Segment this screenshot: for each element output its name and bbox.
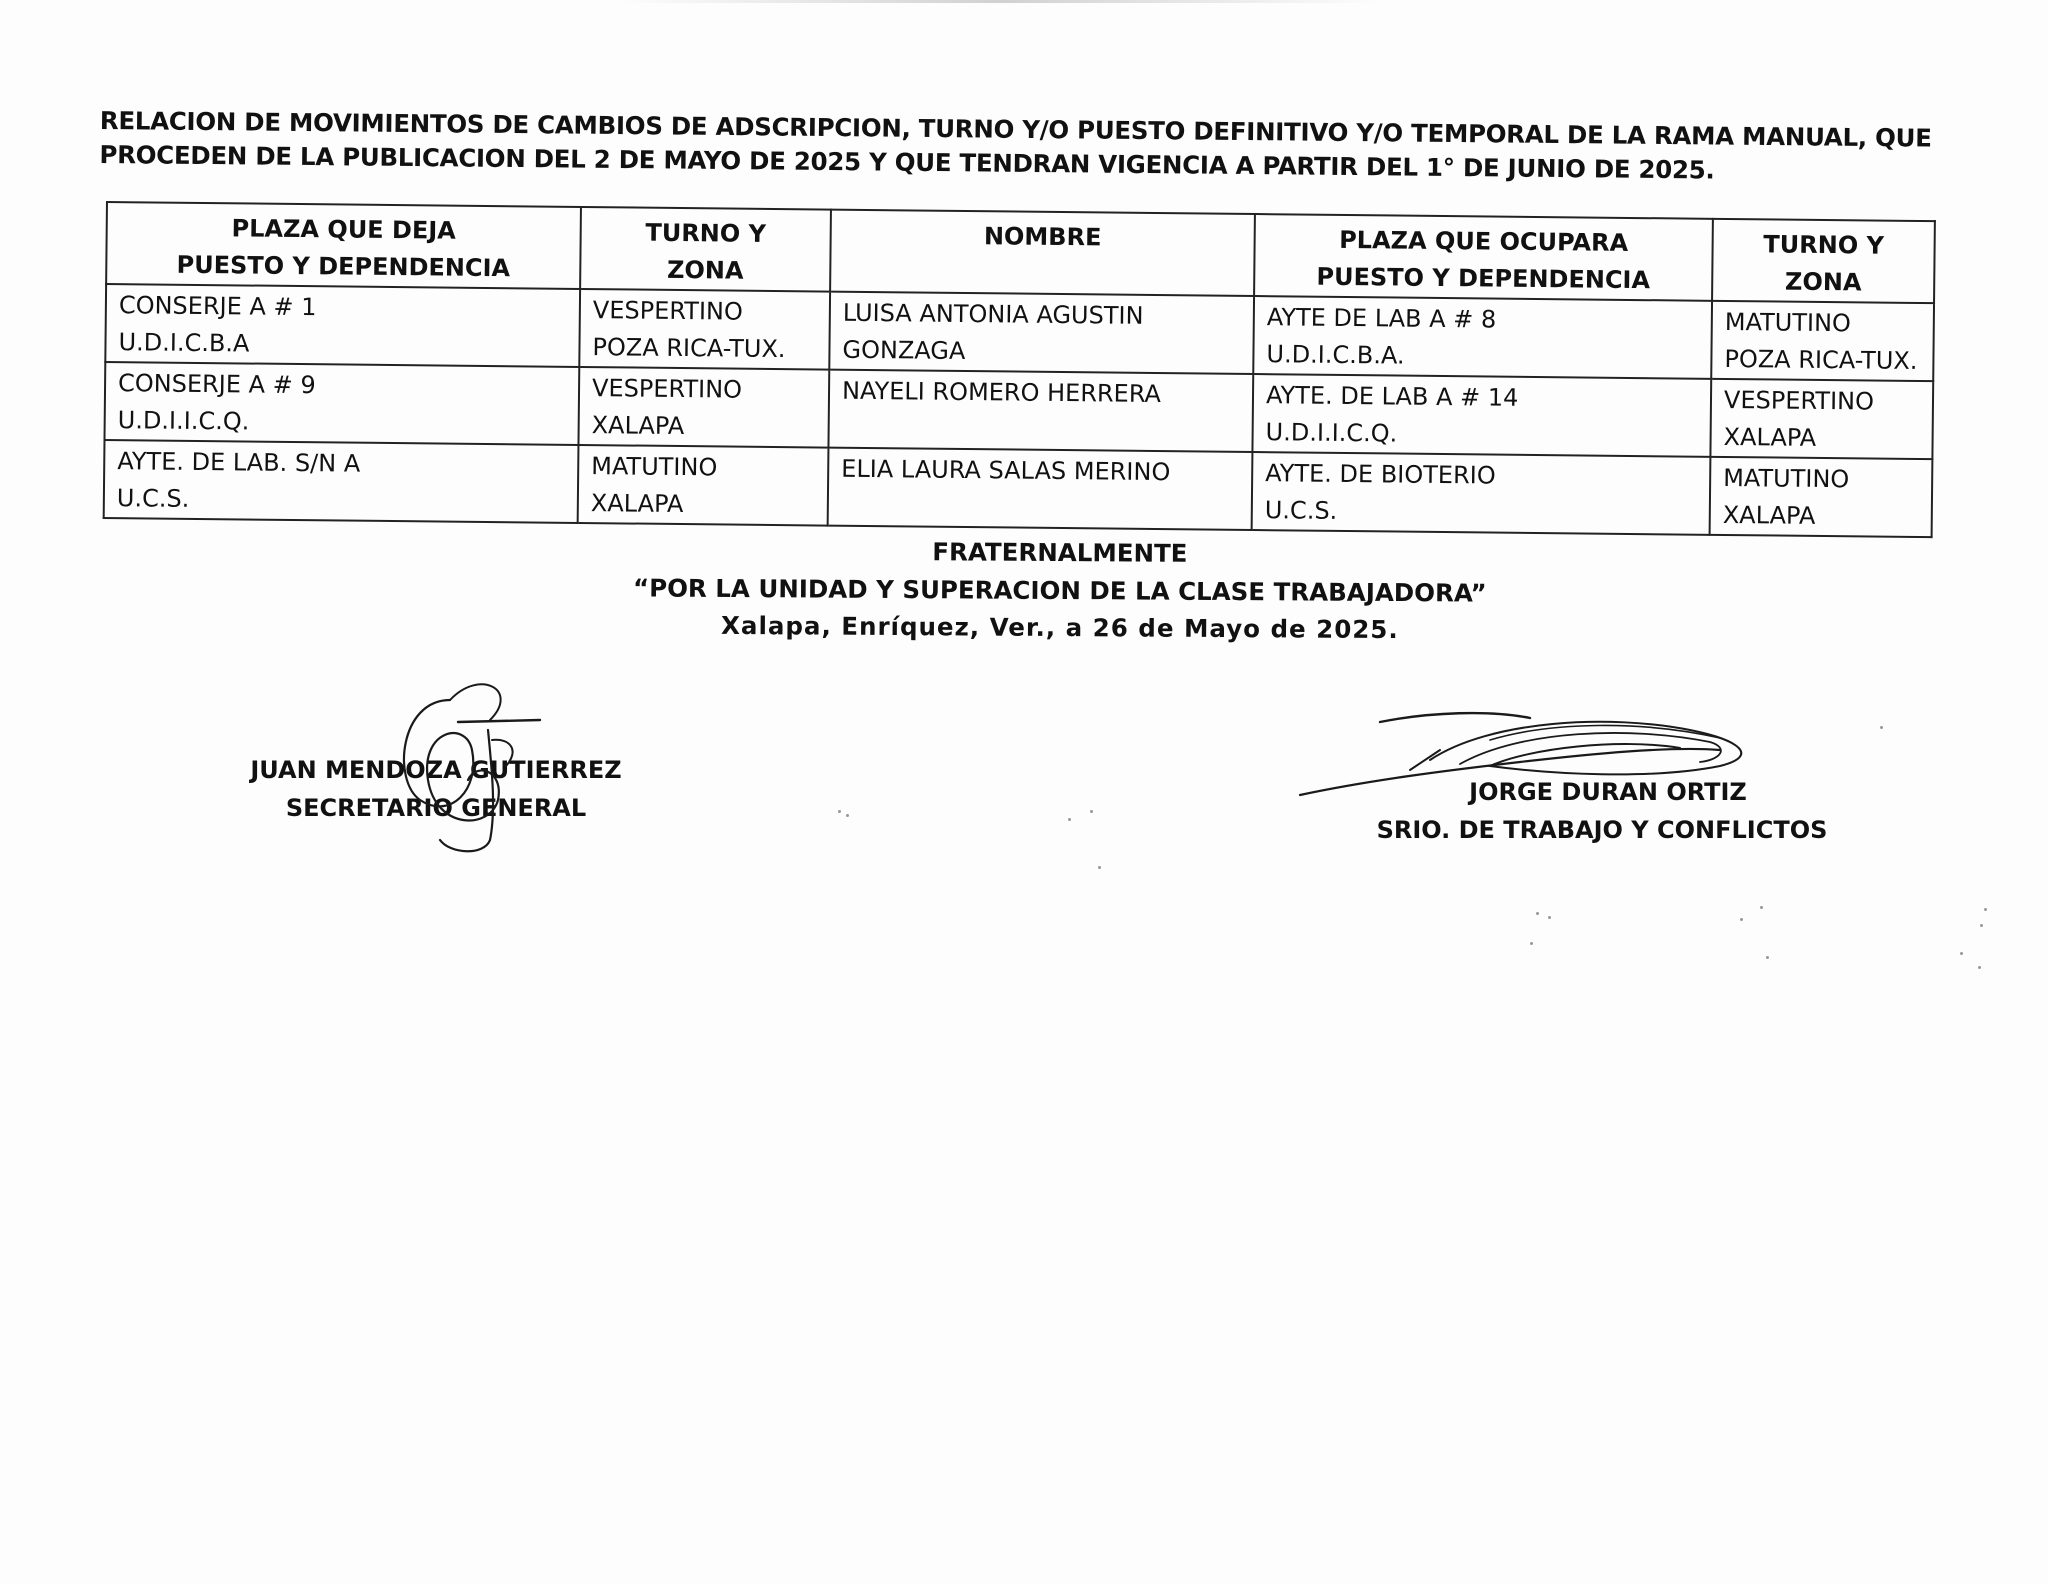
signatory-left-title: SECRETARIO GENERAL (285, 794, 587, 822)
header-plaza-que-ocupara (1254, 214, 1713, 301)
scan-speck (1090, 810, 1093, 813)
scan-speck (1980, 924, 1983, 927)
cell-turno-zona-origen (578, 445, 829, 526)
scan-speck (846, 814, 849, 817)
cell-line: LUISA ANTONIA AGUSTIN (842, 298, 1144, 330)
header-line: PLAZA QUE DEJA (231, 214, 456, 245)
cell-line: AYTE. DE LAB A # 14 (1265, 381, 1519, 412)
cell-line: NAYELI ROMERO HERRERA (841, 376, 1162, 409)
scan-speck (1960, 952, 1963, 955)
cell-nombre (828, 448, 1253, 530)
cell-line: POZA RICA-TUX. (592, 333, 786, 364)
cell-turno-zona-origen (579, 289, 830, 370)
scan-speck (1068, 818, 1071, 821)
cell-line: MATUTINO (1723, 463, 1850, 494)
cell-plaza-que-deja (104, 362, 579, 445)
closing-salutation: FRATERNALMENTE (932, 537, 1188, 568)
cell-plaza-que-deja (105, 284, 580, 367)
cell-line: XALAPA (590, 489, 684, 519)
cell-line: XALAPA (1722, 500, 1816, 530)
cell-line: U.C.S. (1264, 496, 1338, 525)
cell-line: MATUTINO (591, 452, 718, 482)
closing-motto: “POR LA UNIDAD Y SUPERACION DE LA CLASE TRABAJADORA” (632, 573, 1487, 608)
signatory-right-title: SRIO. DE TRABAJO Y CONFLICTOS (1376, 816, 1828, 844)
cell-plaza-que-deja (104, 440, 579, 523)
cell-plaza-que-ocupara (1252, 374, 1711, 457)
cell-line: POZA RICA-TUX. (1724, 344, 1918, 375)
scan-speck (1548, 916, 1551, 919)
heading-line-1: RELACION DE MOVIMIENTOS DE CAMBIOS DE ADSCRIPCION, TURNO Y/O PUESTO DEFINITIVO Y/O TEMPORAL DE LA RAMA MANUAL, QUE (99, 105, 1932, 153)
header-line: TURNO Y (645, 218, 767, 248)
cell-turno-zona-destino (1710, 457, 1933, 537)
scan-speck (1984, 908, 1987, 911)
cell-line: AYTE. DE LAB. S/N A (117, 447, 361, 478)
scan-speck (1766, 956, 1769, 959)
header-line: TURNO Y (1763, 230, 1885, 260)
cell-line: U.C.S. (116, 484, 190, 513)
signatory-left (236, 751, 636, 827)
scan-speck (1098, 866, 1101, 869)
cell-nombre (828, 370, 1253, 452)
document-heading (99, 104, 1940, 190)
signatory-left-name: JUAN MENDOZA GUTIERREZ (250, 756, 622, 784)
scan-speck (1880, 726, 1883, 729)
cell-line: VESPERTINO (1723, 385, 1875, 416)
header-nombre (830, 210, 1255, 296)
cell-line: MATUTINO (1724, 307, 1852, 338)
header-line: PLAZA QUE OCUPARA (1339, 225, 1629, 257)
cell-line: U.D.I.C.B.A (118, 328, 250, 358)
scan-speck (1740, 918, 1743, 921)
cell-line: U.D.I.C.B.A. (1266, 340, 1405, 370)
signatory-right-name: JORGE DURAN ORTIZ (1469, 778, 1747, 806)
cell-line: XALAPA (591, 411, 685, 441)
cell-line: CONSERJE A # 1 (118, 291, 317, 322)
scan-speck (1530, 942, 1533, 945)
cell-nombre (829, 292, 1254, 374)
closing-place-date: Xalapa, Enríquez, Ver., a 26 de Mayo de 2025. (720, 610, 1399, 645)
cell-line: U.D.I.I.C.Q. (1265, 418, 1398, 448)
cell-turno-zona-destino (1710, 379, 1933, 459)
cell-line: GONZAGA (842, 335, 966, 366)
header-line: NOMBRE (983, 222, 1102, 252)
heading-line-2: PROCEDEN DE LA PUBLICACION DEL 2 DE MAYO DE 2025 Y QUE TENDRAN VIGENCIA A PARTIR DEL 1° DE JUNIO DE 2025. (99, 139, 1715, 185)
cell-turno-zona-destino (1711, 301, 1934, 381)
table-body (104, 284, 1934, 537)
header-turno-zona-origen (580, 207, 831, 292)
cell-line: AYTE DE LAB A # 8 (1266, 303, 1497, 334)
cell-plaza-que-ocupara (1252, 452, 1711, 535)
cell-line: AYTE. DE BIOTERIO (1265, 459, 1496, 490)
cell-line: U.D.I.I.C.Q. (117, 406, 250, 436)
movements-table (103, 201, 1936, 538)
cell-line: VESPERTINO (592, 296, 743, 326)
scan-edge-line (620, 0, 1380, 3)
signatory-right (1372, 773, 1832, 849)
cell-line: ELIA LAURA SALAS MERINO (841, 454, 1171, 487)
header-plaza-que-deja (106, 202, 581, 289)
header-line: PUESTO Y DEPENDENCIA (176, 250, 511, 283)
scan-speck (838, 810, 841, 813)
scan-speck (1536, 912, 1539, 915)
cell-turno-zona-origen (578, 367, 829, 448)
scan-speck (1978, 966, 1981, 969)
cell-plaza-que-ocupara (1253, 296, 1712, 379)
scan-speck (1760, 906, 1763, 909)
cell-line: CONSERJE A # 9 (117, 369, 316, 400)
header-line: ZONA (1784, 267, 1862, 297)
header-turno-zona-destino (1712, 219, 1935, 303)
header-line: ZONA (666, 255, 744, 285)
cell-line: XALAPA (1723, 422, 1817, 452)
cell-line: VESPERTINO (591, 374, 743, 404)
header-line: PUESTO Y DEPENDENCIA (1316, 262, 1651, 295)
